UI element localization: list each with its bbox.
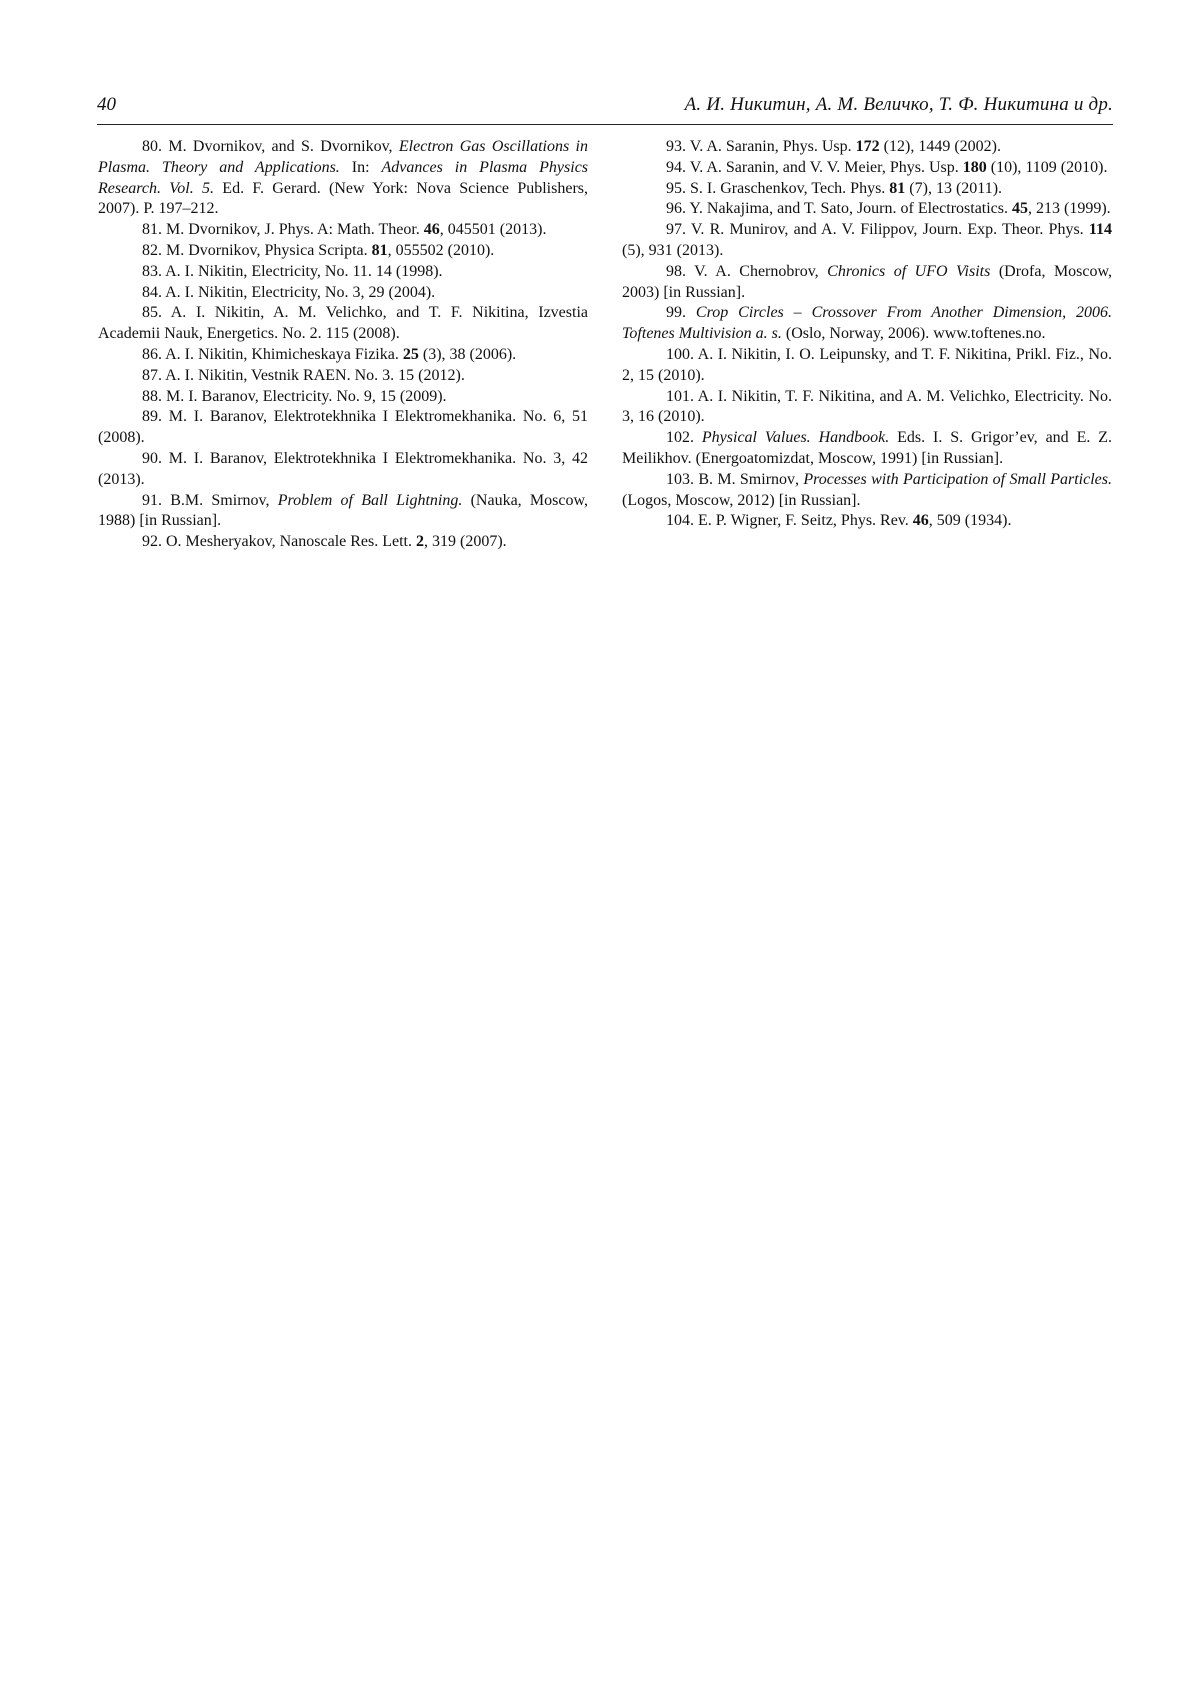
- reference-entry: [622, 387, 1112, 429]
- reference-volume: 25: [402, 345, 419, 363]
- reference-text: 89. M. I. Baranov, Elektrotekhnika I Elektromekhanika. No. 6, 51 (2008).: [98, 408, 588, 447]
- reference-entry: [98, 283, 588, 304]
- reference-text: Eds. I. S. Grigor’ev, and E. Z. Meilikhov. (Energoatomizdat, Moscow, 1991) [in Russian].: [622, 429, 1113, 467]
- reference-entry: [98, 303, 588, 345]
- reference-entry: [622, 179, 1112, 200]
- reference-entry: [98, 407, 588, 449]
- reference-entry: [98, 220, 588, 241]
- reference-text: (Nauka, Moscow, 1988) [in Russian].: [98, 491, 588, 530]
- reference-entry: [622, 428, 1112, 470]
- reference-volume: 81: [889, 179, 906, 197]
- reference-entry: [98, 137, 588, 220]
- reference-text: 101. A. I. Nikitin, T. F. Nikitina, and A. M. Velichko, Electricity. No. 3, 16 (2010).: [622, 387, 1112, 426]
- reference-text: 86. A. I. Nikitin, Khimicheskaya Fizika.: [142, 345, 403, 363]
- reference-title: Advances in Plasma Physics Research. Vol. 5.: [98, 158, 589, 197]
- reference-entry: [98, 262, 588, 283]
- reference-text: 98. V. A. Chernobrov,: [666, 262, 828, 280]
- references-left-column: [98, 137, 588, 553]
- reference-volume: 46: [912, 512, 929, 530]
- reference-entry: [622, 262, 1112, 304]
- reference-text: (Logos, Moscow, 2012) [in Russian].: [622, 491, 861, 509]
- reference-text: , 055502 (2010).: [387, 241, 495, 259]
- reference-entry: [622, 303, 1112, 345]
- reference-text: In:: [339, 158, 382, 176]
- reference-entry: [98, 532, 588, 553]
- reference-text: 95. S. I. Graschenkov, Tech. Phys.: [666, 179, 890, 197]
- reference-text: (10), 1109 (2010).: [986, 158, 1108, 176]
- reference-text: 92. O. Mesheryakov, Nanoscale Res. Lett.: [142, 533, 416, 551]
- reference-title: Electron Gas Oscillations in Plasma. Theory and Applications.: [98, 138, 588, 176]
- reference-text: 87. A. I. Nikitin, Vestnik RAEN. No. 3. 15 (2012).: [142, 366, 465, 384]
- reference-text: 84. A. I. Nikitin, Electricity, No. 3, 29 (2004).: [142, 283, 436, 301]
- reference-title: Problem of Ball Lightning.: [277, 491, 463, 509]
- reference-entry: [622, 199, 1112, 220]
- reference-text: 99.: [666, 304, 696, 322]
- reference-volume: 46: [423, 221, 440, 239]
- reference-text: 102.: [666, 429, 702, 447]
- reference-text: 80. M. Dvornikov, and S. Dvornikov,: [142, 138, 399, 155]
- reference-entry: [98, 241, 588, 262]
- reference-title: Crop Circles – Crossover From Another Dimension, 2006. Toftenes Multivision a. s.: [622, 304, 1112, 343]
- reference-text: (3), 38 (2006).: [418, 345, 517, 363]
- reference-text: , 319 (2007).: [424, 533, 507, 551]
- reference-text: (12), 1449 (2002).: [879, 138, 1001, 155]
- reference-entry: [98, 366, 588, 387]
- reference-text: , 509 (1934).: [928, 512, 1012, 530]
- reference-text: 94. V. A. Saranin, and V. V. Meier, Phys. Usp.: [666, 158, 963, 176]
- reference-title: Physical Values. Handbook.: [701, 429, 890, 447]
- reference-entry: [98, 387, 588, 408]
- reference-text: Ed. F. Gerard. (New York: Nova Science Publishers, 2007). P. 197–212.: [98, 179, 588, 218]
- reference-text: 88. M. I. Baranov, Electricity. No. 9, 15 (2009).: [142, 387, 447, 405]
- page-number: 40: [97, 94, 116, 115]
- reference-entry: [98, 345, 588, 366]
- reference-entry: [622, 470, 1112, 512]
- reference-text: (7), 13 (2011).: [905, 179, 1003, 197]
- reference-volume: 114: [1088, 221, 1112, 239]
- reference-text: , 045501 (2013).: [439, 221, 547, 239]
- reference-entry: [622, 220, 1112, 262]
- reference-text: 97. V. R. Munirov, and A. V. Filippov, Journ. Exp. Theor. Phys.: [666, 221, 1089, 239]
- reference-text: (5), 931 (2013).: [622, 241, 724, 259]
- reference-text: 90. M. I. Baranov, Elektrotekhnika I Elektromekhanika. No. 3, 42 (2013).: [98, 449, 588, 488]
- reference-entry: [622, 158, 1112, 179]
- reference-text: (Oslo, Norway, 2006). www.toftenes.no.: [781, 325, 1046, 343]
- reference-entry: [622, 345, 1112, 387]
- reference-text: 82. M. Dvornikov, Physica Scripta.: [142, 241, 372, 259]
- reference-entry: [622, 137, 1112, 158]
- reference-text: 104. E. P. Wigner, F. Seitz, Phys. Rev.: [666, 512, 913, 530]
- reference-volume: 81: [371, 241, 388, 259]
- reference-text: 81. M. Dvornikov, J. Phys. A: Math. Theor.: [142, 221, 424, 239]
- reference-volume: 45: [1012, 200, 1029, 218]
- reference-text: 103. B. M. Smirnov: [666, 470, 796, 488]
- running-head: А. И. Никитин, А. М. Величко, Т. Ф. Никитина и др.: [684, 94, 1113, 115]
- reference-text: 100. A. I. Nikitin, I. O. Leipunsky, and T. F. Nikitina, Prikl. Fiz., No. 2, 15 (2010).: [622, 345, 1112, 384]
- reference-text: 96. Y. Nakajima, and T. Sato, Journ. of Electrostatics.: [666, 200, 1013, 218]
- reference-entry: [622, 511, 1112, 532]
- reference-volume: 180: [962, 158, 987, 176]
- reference-title: , Processes with Participation of Small Particles.: [795, 470, 1113, 488]
- reference-volume: 172: [855, 138, 880, 155]
- reference-text: 85. A. I. Nikitin, A. M. Velichko, and T. F. Nikitina, Izvestia Academii Nauk, Energetics. No. 2. 115 (2008).: [98, 304, 588, 343]
- reference-text: 83. A. I. Nikitin, Electricity, No. 11. 14 (1998).: [142, 262, 443, 280]
- reference-text: , 213 (1999).: [1028, 200, 1111, 218]
- reference-volume: 2: [416, 533, 424, 551]
- reference-text: 93. V. A. Saranin, Phys. Usp.: [666, 138, 856, 155]
- references-right-column: [622, 137, 1112, 532]
- reference-entry: [98, 449, 588, 491]
- page-header: [97, 90, 1113, 125]
- reference-entry: [98, 491, 588, 533]
- reference-text: (Drofa, Moscow, 2003) [in Russian].: [622, 262, 1113, 301]
- reference-title: Chronics of UFO Visits: [827, 262, 991, 280]
- reference-text: 91. B.M. Smirnov,: [142, 491, 278, 509]
